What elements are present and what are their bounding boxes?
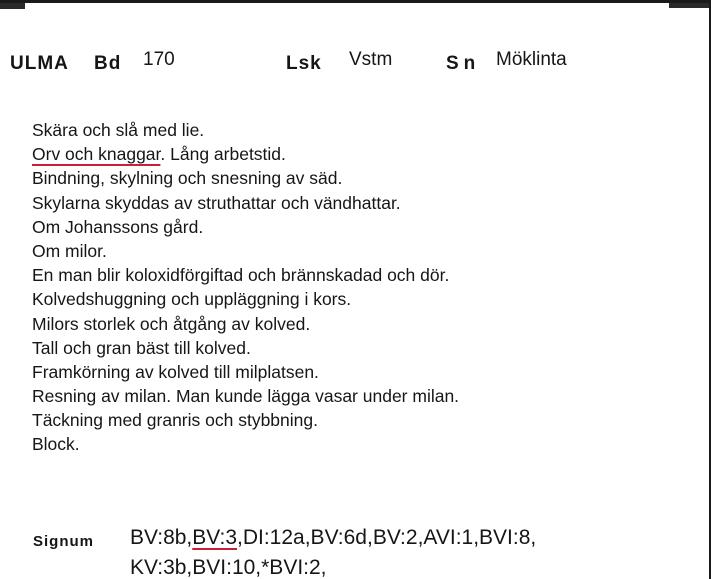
parish-label: Sn — [446, 53, 481, 74]
content-line: Skylarna skyddas av struthattar och vändhattar. — [32, 192, 401, 213]
content-line: Tall och gran bäst till kolved. — [32, 337, 251, 358]
content-line: En man blir koloxidförgiftad och brännskadad och dör. — [32, 265, 450, 286]
archive-label: ULMA — [10, 53, 69, 74]
underlined-phrase: Orv och knaggar — [32, 144, 161, 165]
signum-line: KV:3b,BVI:10,*BVI:2, — [130, 556, 327, 579]
signum-codes — [130, 523, 710, 579]
content-line: Om milor. — [32, 240, 107, 261]
content-line: Kolvedshuggning och uppläggning i kors. — [32, 289, 352, 310]
parish-value: Möklinta — [496, 49, 567, 70]
content-line: Täckning med granris och stybbning. — [32, 410, 318, 431]
signum-label: Signum — [33, 533, 94, 550]
volume-value: 170 — [143, 49, 175, 70]
content-line: Bindning, skylning och snesning av säd. — [32, 168, 343, 189]
content-line: Block. — [32, 434, 80, 455]
volume-label: Bd — [94, 53, 122, 74]
content-line: Orv och knaggar. Lång arbetstid. — [32, 144, 286, 165]
signum-line: BV:8b,BV:3,DI:12a,BV:6d,BV:2,AVI:1,BVI:8, — [130, 526, 537, 549]
province-value: Vstm — [349, 49, 393, 70]
content-line: Om Johanssons gård. — [32, 216, 204, 237]
province-label: Lsk — [286, 53, 322, 74]
content-list — [32, 118, 692, 457]
content-line: Framkörning av kolved till milplatsen. — [32, 361, 319, 382]
content-line: Skära och slå med lie. — [32, 120, 205, 140]
content-line: Resning av milan. Man kunde lägga vasar under milan. — [32, 386, 460, 407]
card-header — [10, 47, 700, 77]
underlined-code: BV:3 — [192, 526, 238, 549]
content-line: Milors storlek och åtgång av kolved. — [32, 313, 311, 334]
